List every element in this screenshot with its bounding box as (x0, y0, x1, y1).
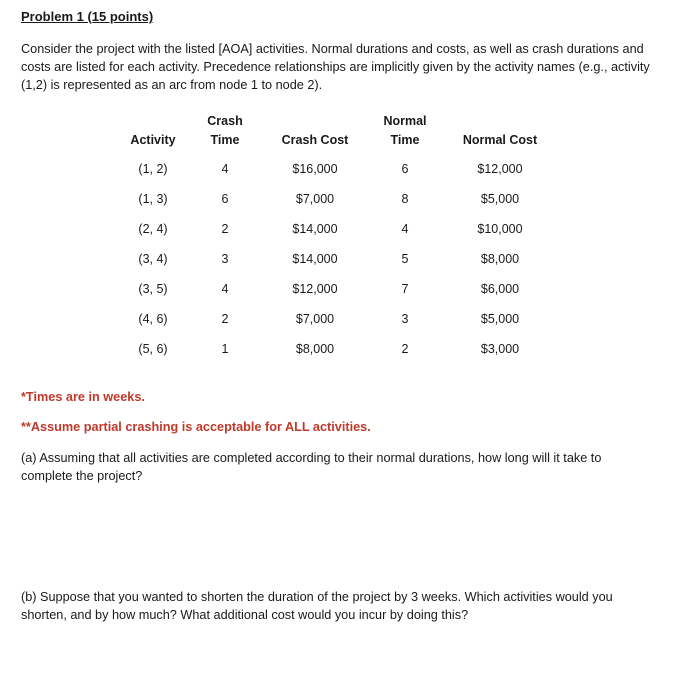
header-normal-cost: Normal Cost (462, 133, 538, 147)
cell-crash-time: 1 (221, 342, 229, 356)
cell-normal-cost: $8,000 (480, 252, 520, 266)
cell-crash-time: 6 (221, 192, 229, 206)
cell-normal-cost: $3,000 (480, 342, 520, 356)
cell-normal-time: 6 (401, 162, 409, 176)
header-normal-time-line1: Normal (383, 114, 427, 128)
note-partial-crashing: **Assume partial crashing is acceptable for ALL activities. (21, 420, 371, 434)
cell-normal-cost: $12,000 (477, 162, 523, 176)
cell-activity: (3, 5) (138, 282, 168, 296)
cell-activity: (4, 6) (138, 312, 168, 326)
cell-crash-time: 3 (221, 252, 229, 266)
header-activity: Activity (130, 133, 176, 147)
question-a: (a) Assuming that all activities are completed according to their normal durations, how long will it take to complete the project? (21, 451, 602, 483)
cell-normal-cost: $10,000 (477, 222, 523, 236)
cell-crash-cost: $14,000 (292, 222, 338, 236)
cell-crash-cost: $14,000 (292, 252, 338, 266)
cell-normal-time: 2 (401, 342, 409, 356)
cell-normal-time: 3 (401, 312, 409, 326)
question-b: (b) Suppose that you wanted to shorten the duration of the project by 3 weeks. Which activities would you shorten, and by how much? What additional cost would you incur by doing this? (21, 590, 613, 622)
cell-normal-time: 7 (401, 282, 409, 296)
cell-normal-time: 5 (401, 252, 409, 266)
header-crash-cost: Crash Cost (281, 133, 349, 147)
cell-crash-cost: $8,000 (295, 342, 335, 356)
header-crash-time-line1: Crash (207, 114, 243, 128)
cell-crash-time: 2 (221, 312, 229, 326)
cell-normal-cost: $5,000 (480, 312, 520, 326)
header-crash-time-line2: Time (210, 133, 240, 147)
cell-normal-time: 4 (401, 222, 409, 236)
cell-crash-time: 4 (221, 162, 229, 176)
cell-activity: (3, 4) (138, 252, 168, 266)
cell-crash-time: 4 (221, 282, 229, 296)
cell-normal-time: 8 (401, 192, 409, 206)
cell-normal-cost: $6,000 (480, 282, 520, 296)
cell-activity: (2, 4) (138, 222, 168, 236)
cell-crash-cost: $12,000 (292, 282, 338, 296)
problem-title: Problem 1 (15 points) (21, 9, 154, 24)
cell-normal-cost: $5,000 (480, 192, 520, 206)
cell-crash-time: 2 (221, 222, 229, 236)
intro-paragraph: Consider the project with the listed [AOA] activities. Normal durations and costs, as well as crash durations and costs are listed for each activity. Precedence relationships are implicitly given by the activity names (e.g., activity (1,2) is represented as an arc from node 1 to node 2). (21, 42, 650, 92)
header-normal-time-line2: Time (390, 133, 420, 147)
cell-activity: (5, 6) (138, 342, 168, 356)
cell-crash-cost: $16,000 (292, 162, 338, 176)
cell-activity: (1, 2) (138, 162, 168, 176)
cell-activity: (1, 3) (138, 192, 168, 206)
cell-crash-cost: $7,000 (295, 312, 335, 326)
note-times-weeks: *Times are in weeks. (21, 390, 145, 404)
cell-crash-cost: $7,000 (295, 192, 335, 206)
